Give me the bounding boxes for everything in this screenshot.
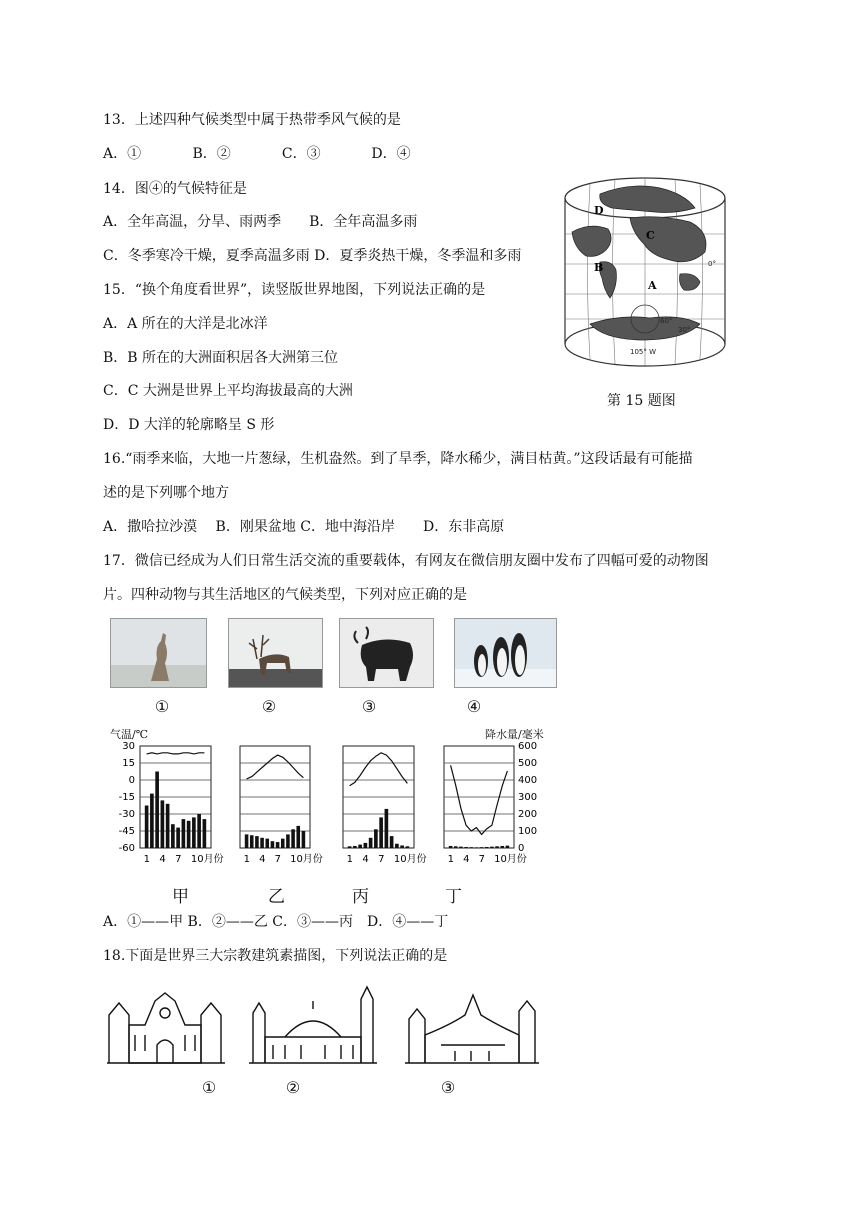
temperature-line bbox=[451, 765, 508, 834]
right-tick-label: 200 bbox=[518, 809, 538, 820]
map-label-a: A bbox=[648, 279, 657, 292]
left-tick-label: -15 bbox=[118, 792, 135, 803]
photo-number-3: ③ bbox=[361, 697, 377, 716]
chart-name-jia: 甲 bbox=[172, 887, 189, 907]
precipitation-bar bbox=[374, 829, 378, 848]
right-tick-label: 600 bbox=[518, 741, 538, 752]
right-tick-label: 300 bbox=[518, 792, 538, 803]
right-tick-label: 0 bbox=[518, 843, 525, 854]
x-tick-label: 1 bbox=[346, 854, 353, 865]
right-axis-label: 降水量/毫米 bbox=[485, 728, 544, 741]
precipitation-bar bbox=[390, 836, 394, 848]
q15-option-b: B．B 所在的大洲面积居各大洲第三位 bbox=[103, 350, 339, 366]
x-tick-label: 7 bbox=[175, 854, 182, 865]
x-tick-label: 10月份 bbox=[190, 854, 224, 865]
map-label-30: 30° bbox=[678, 326, 691, 334]
precipitation-bar bbox=[464, 847, 468, 848]
x-tick-label: 10月份 bbox=[393, 854, 427, 865]
precipitation-bar bbox=[449, 846, 453, 848]
map-label-equator: 0° bbox=[708, 260, 716, 268]
precipitation-bar bbox=[182, 819, 186, 848]
q16-stem-line1: 16.“雨季来临，大地一片葱绿，生机盎然。到了旱季，降水稀少，满目枯黄。”这段话最有可能描 bbox=[103, 451, 693, 467]
left-tick-label: 0 bbox=[128, 775, 135, 786]
left-tick-label: 15 bbox=[122, 758, 135, 769]
penguin-photo bbox=[454, 618, 557, 688]
precipitation-bar bbox=[302, 831, 306, 848]
q17-stem-line1: 17．微信已经成为人们日常生活交流的重要载体，有网友在微信朋友圈中发布了四幅可爱的动物图 bbox=[103, 553, 709, 569]
right-tick-label: 500 bbox=[518, 758, 538, 769]
left-tick-label: -60 bbox=[118, 843, 135, 854]
religious-buildings bbox=[105, 985, 545, 1065]
q17-options: A．①——甲 B．②——乙 C．③——丙 D．④——丁 bbox=[103, 914, 449, 930]
precipitation-bar bbox=[296, 826, 300, 848]
q13-option-a: A．① bbox=[103, 146, 142, 162]
precipitation-bar bbox=[150, 794, 154, 848]
climate-charts bbox=[100, 740, 560, 870]
x-tick-label: 7 bbox=[478, 854, 485, 865]
chart-name-bing: 丙 bbox=[352, 887, 369, 907]
precipitation-bar bbox=[260, 838, 264, 848]
left-tick-label: 30 bbox=[122, 741, 135, 752]
precipitation-bar bbox=[348, 846, 352, 848]
x-tick-label: 4 bbox=[259, 854, 266, 865]
photo-number-2: ② bbox=[261, 697, 277, 716]
q15-option-c: C．C 大洲是世界上平均海拔最高的大洲 bbox=[103, 383, 353, 399]
precipitation-bar bbox=[353, 846, 357, 848]
precipitation-bar bbox=[379, 817, 383, 848]
chart-name-ding: 丁 bbox=[445, 887, 462, 907]
x-tick-label: 10月份 bbox=[494, 854, 527, 865]
temperature-line bbox=[247, 755, 304, 779]
precipitation-bar bbox=[459, 847, 463, 848]
precipitation-bar bbox=[385, 809, 389, 848]
precipitation-bar bbox=[255, 836, 259, 848]
precipitation-bar bbox=[490, 847, 494, 848]
precipitation-bar bbox=[155, 772, 159, 849]
left-tick-label: -45 bbox=[118, 826, 135, 837]
precipitation-bar bbox=[171, 824, 175, 848]
precipitation-bar bbox=[358, 845, 362, 848]
x-tick-label: 4 bbox=[463, 854, 470, 865]
precipitation-bar bbox=[500, 846, 504, 848]
map-label-b: B bbox=[594, 261, 604, 274]
precipitation-bar bbox=[291, 829, 295, 848]
precipitation-bar bbox=[271, 841, 275, 848]
x-tick-label: 4 bbox=[362, 854, 369, 865]
q16-options: A．撒哈拉沙漠 B．刚果盆地 C．地中海沿岸 D．东非高原 bbox=[103, 519, 505, 535]
reindeer-photo bbox=[228, 618, 323, 688]
q14-options-line2: C．冬季寒冷干燥，夏季高温多雨 D．夏季炎热干燥，冬季温和多雨 bbox=[103, 248, 522, 264]
precipitation-bar bbox=[406, 846, 410, 848]
precipitation-bar bbox=[485, 847, 489, 848]
kangaroo-photo bbox=[110, 618, 207, 688]
q17-stem-line2: 片。四种动物与其生活地区的气候类型，下列对应正确的是 bbox=[103, 587, 467, 603]
q16-stem-line2: 述的是下列哪个地方 bbox=[103, 485, 229, 501]
q15-figure-caption: 第 15 题图 bbox=[607, 393, 676, 409]
temperature-line bbox=[147, 753, 205, 754]
precipitation-bar bbox=[145, 806, 149, 849]
precipitation-bar bbox=[454, 846, 458, 848]
map-label-c: C bbox=[646, 229, 655, 242]
map-label-105w: 105° W bbox=[630, 348, 657, 356]
x-tick-label: 4 bbox=[159, 854, 166, 865]
q13-stem: 13．上述四种气候类型中属于热带季风气候的是 bbox=[103, 112, 401, 128]
precipitation-bar bbox=[469, 847, 473, 848]
building-number-2: ② bbox=[285, 1078, 301, 1097]
precipitation-bar bbox=[276, 842, 280, 848]
precipitation-bar bbox=[250, 835, 254, 848]
q13-option-c: C．③ bbox=[281, 146, 321, 162]
precipitation-bar bbox=[245, 834, 249, 848]
q13-options bbox=[103, 145, 411, 163]
q14-options-line1: A．全年高温，分旱、雨两季 B．全年高温多雨 bbox=[103, 214, 418, 230]
x-tick-label: 1 bbox=[447, 854, 454, 865]
precipitation-bar bbox=[161, 800, 165, 848]
temperature-line bbox=[350, 753, 408, 786]
precipitation-bar bbox=[265, 839, 269, 848]
building-number-1: ① bbox=[201, 1078, 217, 1097]
chart-name-yi: 乙 bbox=[268, 887, 285, 907]
precipitation-bar bbox=[187, 821, 191, 848]
precipitation-bar bbox=[192, 817, 196, 848]
x-tick-label: 7 bbox=[274, 854, 281, 865]
building-number-3: ③ bbox=[440, 1078, 456, 1097]
precipitation-bar bbox=[369, 838, 373, 848]
vertical-world-map bbox=[560, 174, 730, 369]
q13-option-b: B．② bbox=[192, 146, 231, 162]
yak-photo bbox=[339, 618, 434, 688]
q15-option-d: D．D 大洋的轮廓略呈 S 形 bbox=[103, 417, 275, 433]
precipitation-bar bbox=[395, 844, 399, 848]
map-label-60: 60° bbox=[660, 317, 673, 325]
precipitation-bar bbox=[281, 839, 285, 848]
photo-number-1: ① bbox=[154, 697, 170, 716]
precipitation-bar bbox=[286, 834, 290, 848]
left-axis-label: 气温/℃ bbox=[110, 728, 149, 741]
precipitation-bar bbox=[495, 846, 499, 848]
precipitation-bar bbox=[506, 846, 510, 848]
precipitation-bar bbox=[364, 843, 368, 848]
right-tick-label: 400 bbox=[518, 775, 538, 786]
q15-option-a: A．A 所在的大洋是北冰洋 bbox=[103, 316, 268, 332]
precipitation-bar bbox=[400, 845, 404, 848]
precipitation-bar bbox=[166, 804, 170, 848]
q14-stem: 14．图④的气候特征是 bbox=[103, 181, 247, 197]
map-label-d: D bbox=[594, 204, 604, 217]
precipitation-bar bbox=[480, 847, 484, 848]
q18-stem: 18.下面是世界三大宗教建筑素描图，下列说法正确的是 bbox=[103, 948, 448, 964]
precipitation-bar bbox=[475, 847, 479, 848]
x-tick-label: 1 bbox=[143, 854, 150, 865]
x-tick-label: 7 bbox=[378, 854, 385, 865]
right-tick-label: 100 bbox=[518, 826, 538, 837]
photo-number-4: ④ bbox=[466, 697, 482, 716]
left-tick-label: -30 bbox=[118, 809, 135, 820]
precipitation-bar bbox=[176, 828, 180, 848]
precipitation-bar bbox=[203, 819, 207, 848]
x-tick-label: 1 bbox=[243, 854, 250, 865]
precipitation-bar bbox=[197, 814, 201, 848]
q13-option-d: D．④ bbox=[371, 146, 411, 162]
q15-stem: 15．“换个角度看世界”，读竖版世界地图，下列说法正确的是 bbox=[103, 282, 486, 298]
x-tick-label: 10月份 bbox=[290, 854, 323, 865]
